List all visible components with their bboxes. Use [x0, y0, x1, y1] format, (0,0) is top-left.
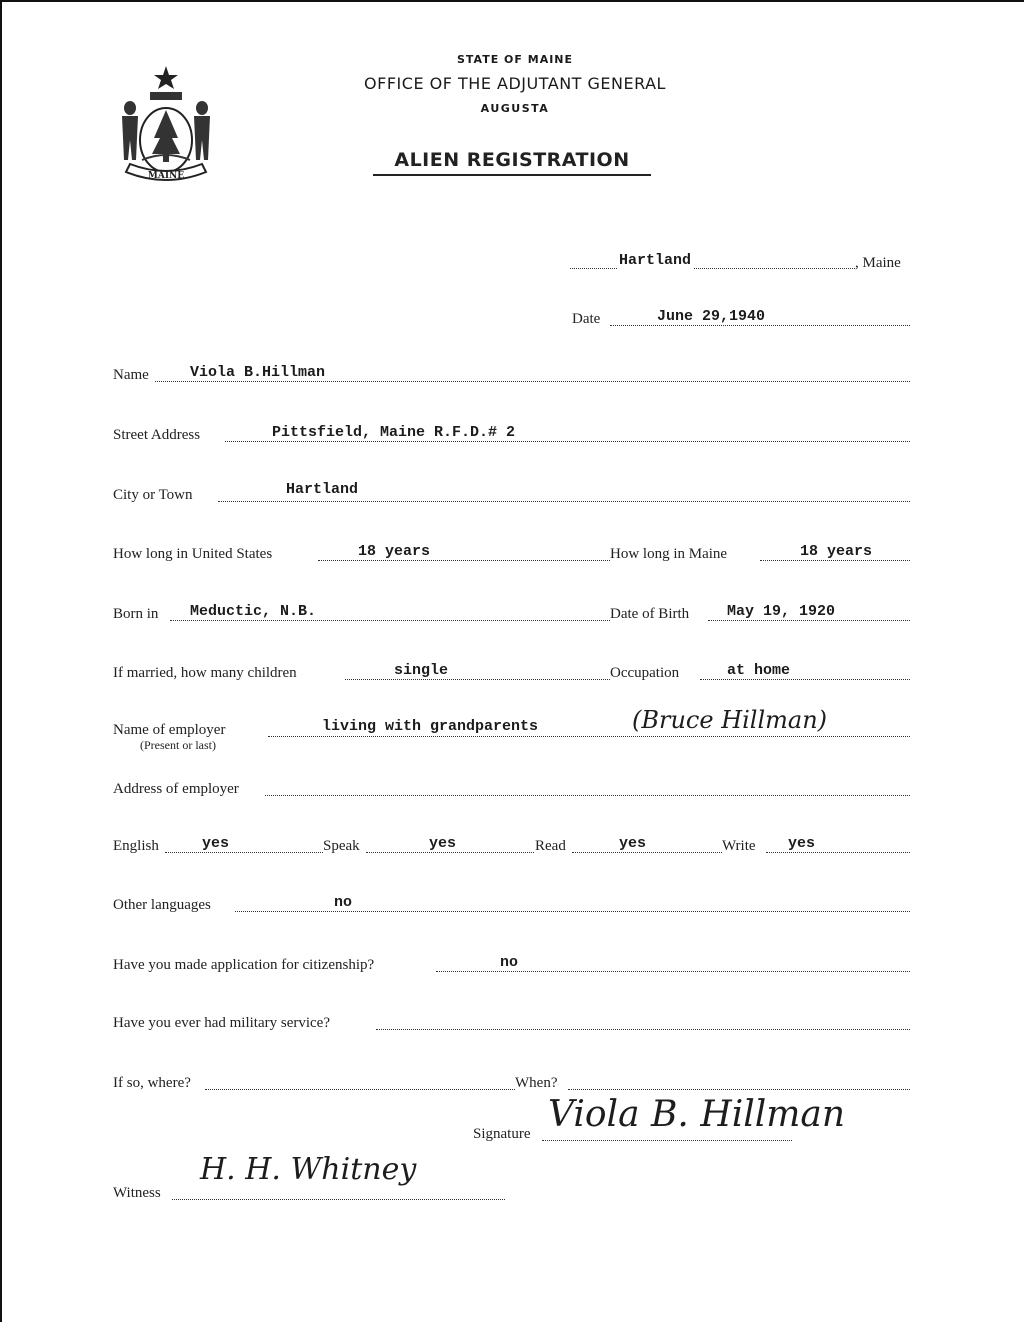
place-value: Hartland [619, 252, 692, 269]
employer-address-label: Address of employer [113, 781, 239, 797]
how-long-maine-label: How long in Maine [610, 546, 728, 562]
form-title: ALIEN REGISTRATION [373, 149, 651, 176]
how-long-us-value: 18 years [358, 543, 431, 560]
dob-value: May 19, 1920 [727, 603, 836, 620]
write-label: Write [722, 838, 756, 854]
children-label: If married, how many children [113, 665, 297, 681]
city-heading: AUGUSTA [480, 102, 550, 115]
street-label: Street Address [113, 427, 201, 443]
state-heading: STATE OF MAINE [456, 53, 574, 66]
dob-label: Date of Birth [610, 606, 690, 622]
occupation-label: Occupation [610, 665, 680, 681]
speak-label: Speak [323, 838, 360, 854]
signature-label: Signature [473, 1126, 531, 1142]
employer-handwritten: (Bruce Hillman) [632, 706, 828, 734]
witness-signature: H. H. Whitney [200, 1152, 417, 1187]
street-value: Pittsfield, Maine R.F.D.# 2 [272, 424, 516, 441]
signature-value: Viola B. Hillman [548, 1094, 846, 1135]
military-label: Have you ever had military service? [113, 1015, 330, 1031]
date-label: Date [572, 311, 601, 327]
witness-label: Witness [113, 1185, 161, 1201]
citizenship-label: Have you made application for citizenship? [113, 957, 375, 973]
where-label: If so, where? [113, 1075, 191, 1091]
date-value: June 29,1940 [657, 308, 766, 325]
citizenship-value: no [500, 954, 519, 971]
english-value: yes [202, 835, 230, 852]
children-value: single [394, 662, 449, 679]
employer-value: living with grandparents [322, 718, 539, 735]
occupation-value: at home [727, 662, 791, 679]
name-value: Viola B.Hillman [190, 364, 326, 381]
seal-label: MAINE [147, 171, 185, 181]
city-town-value: Hartland [286, 481, 359, 498]
when-label: When? [515, 1075, 558, 1091]
english-label: English [113, 838, 159, 854]
other-languages-label: Other languages [113, 897, 211, 913]
employer-sublabel: (Present or last) [140, 738, 216, 752]
born-in-label: Born in [113, 606, 159, 622]
city-town-label: City or Town [113, 487, 193, 503]
name-label: Name [113, 367, 149, 383]
how-long-us-label: How long in United States [113, 546, 273, 562]
write-value: yes [788, 835, 816, 852]
born-in-value: Meductic, N.B. [190, 603, 317, 620]
how-long-maine-value: 18 years [800, 543, 873, 560]
state-seal-icon [112, 60, 220, 192]
other-languages-value: no [334, 894, 353, 911]
read-label: Read [535, 838, 566, 854]
speak-value: yes [429, 835, 457, 852]
employer-label: Name of employer [113, 722, 226, 738]
place-suffix: , Maine [855, 255, 901, 271]
read-value: yes [619, 835, 647, 852]
office-heading: OFFICE OF THE ADJUTANT GENERAL [364, 74, 666, 93]
